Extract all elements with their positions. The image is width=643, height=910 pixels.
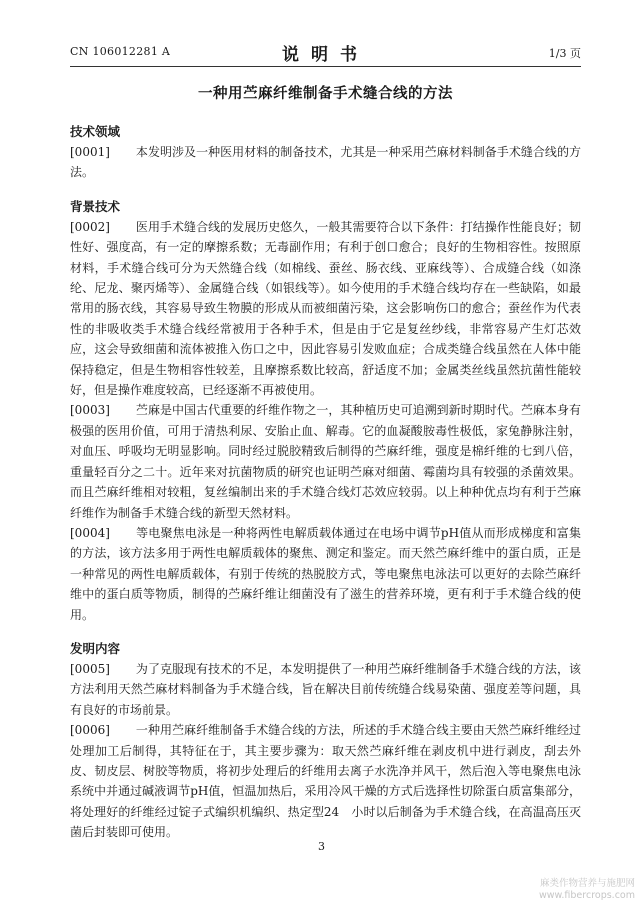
paragraph-text: 等电聚焦电泳是一种将两性电解质载体通过在电场中调节pH值从而形成梯度和富集的方法，该方法多用于两性电解质载体的聚焦、测定和鉴定。而天然苎麻纤维中的蛋白质，正是一种常见的两性电解质载体，有别于传统的热脱胶方式，等电聚焦电泳法可以更好的去除苎麻纤维中的蛋白质等物质，制得的苎麻纤维让细菌没有了滋生的营养环境，更有利于手术缝合线的使用。 xyxy=(70,525,581,622)
section-heading-background: 背景技术 xyxy=(70,198,121,214)
header-divider xyxy=(70,66,581,67)
paragraph-text: 医用手术缝合线的发展历史悠久，一般其需要符合以下条件：打结操作性能良好；韧性好、强度高，有一定的摩擦系数；无毒副作用；有利于创口愈合；良好的生物相容性。按照原材料，手术缝合线可分为天然缝合线（如棉线、蚕丝、肠衣线、亚麻线等）、合成缝合线（如涤纶、尼龙、聚丙烯等）、金属缝合线（如银线等）。如今使用的手术缝合线均存在一些缺陷，如最常用的肠衣线，其容易导致生物膜的形成从而被细菌污染，这会影响伤口的愈合；蚕丝作为代表性的非吸收类手术缝合线经常被用于各种手术，但是由于它是复丝纱线，非常容易产生灯芯效应，这会导致细菌和流体被推入伤口之中，因此容易引发败血症；合成类缝合线虽然在人体中能保持稳定，但是生物相容性较差，且摩擦系数比较高，舒适度不加；金属类丝线虽然抗菌性能较好，但是操作难度较高，已经逐渐不再被使用。 xyxy=(70,219,581,398)
document-body xyxy=(70,120,581,843)
paragraph-0002 xyxy=(70,217,581,401)
paragraph-0005 xyxy=(70,659,581,720)
document-type: 说明书 xyxy=(282,45,369,65)
section-heading-tech-field: 技术领域 xyxy=(70,124,121,139)
watermark-url: www.fibercrops.com xyxy=(538,890,635,901)
page-info: 1/3 页 xyxy=(548,47,581,60)
paragraph-number: [0005] xyxy=(70,661,110,676)
paragraph-0004 xyxy=(70,523,581,625)
page-number: 3 xyxy=(318,840,325,853)
watermark xyxy=(539,878,635,902)
publication-number: CN 106012281 A xyxy=(70,45,171,58)
page-header xyxy=(70,40,581,64)
paragraph-0001 xyxy=(70,142,581,183)
document-title: 一种用苎麻纤维制备手术缝合线的方法 xyxy=(198,85,453,102)
paragraph-text: 本发明涉及一种医用材料的制备技术，尤其是一种采用苎麻材料制备手术缝合线的方法。 xyxy=(70,145,581,180)
section-heading-invention: 发明内容 xyxy=(70,640,121,656)
paragraph-number: [0006] xyxy=(70,723,110,738)
paragraph-text: 一种用苎麻纤维制备手术缝合线的方法，所述的手术缝合线主要由天然苎麻纤维经过处理加工后制得，其特征在于，其主要步骤为：取天然苎麻纤维在剥皮机中进行剥皮，刮去外皮、韧皮层、树胶等物质，将初步处理后的纤维用去离子水洗净并风干，然后泡入等电聚焦电泳系统中并通过碱液调节pH值，恒温加热后，采用冷风干燥的方式后选择性切除蛋白质富集部分，将处理好的纤维经过锭子式编织机编织、热定型24 小时以后制备为手术缝合线，在高温高压灭菌后封装即可使用。 xyxy=(70,723,581,840)
paragraph-number: [0003] xyxy=(70,403,110,418)
paragraph-text: 为了克服现有技术的不足，本发明提供了一种用苎麻纤维制备手术缝合线的方法，该方法利用天然苎麻材料制备为手术缝合线，旨在解决目前传统缝合线易染菌、强度差等问题，具有良好的市场前景。 xyxy=(70,661,581,717)
paragraph-text: 苎麻是中国古代重要的纤维作物之一，其种植历史可追溯到新时期时代。苎麻本身有极强的医用价值，可用于清热利尿、安胎止血、解毒。它的血凝酸胺毒性极低，家兔静脉注射，对血压、呼吸均无明显影响。同时经过脱胶精致后制得的苎麻纤维，强度是棉纤维的七到八倍，重量轻百分之二十。近年来对抗菌物质的研究也证明苎麻对细菌、霉菌均具有较强的杀菌效果。而且苎麻纤维相对较粗，复丝编制出来的手术缝合线灯芯效应较弱。以上种种优点均有利于苎麻纤维作为制备手术缝合线的新型天然材料。 xyxy=(70,403,581,520)
paragraph-number: [0002] xyxy=(70,219,110,234)
paragraph-0006 xyxy=(70,720,581,842)
paragraph-number: [0001] xyxy=(70,145,110,159)
paragraph-0003 xyxy=(70,400,581,522)
watermark-site-name: 麻类作物营养与施肥网 xyxy=(539,878,635,889)
paragraph-number: [0004] xyxy=(70,525,110,540)
